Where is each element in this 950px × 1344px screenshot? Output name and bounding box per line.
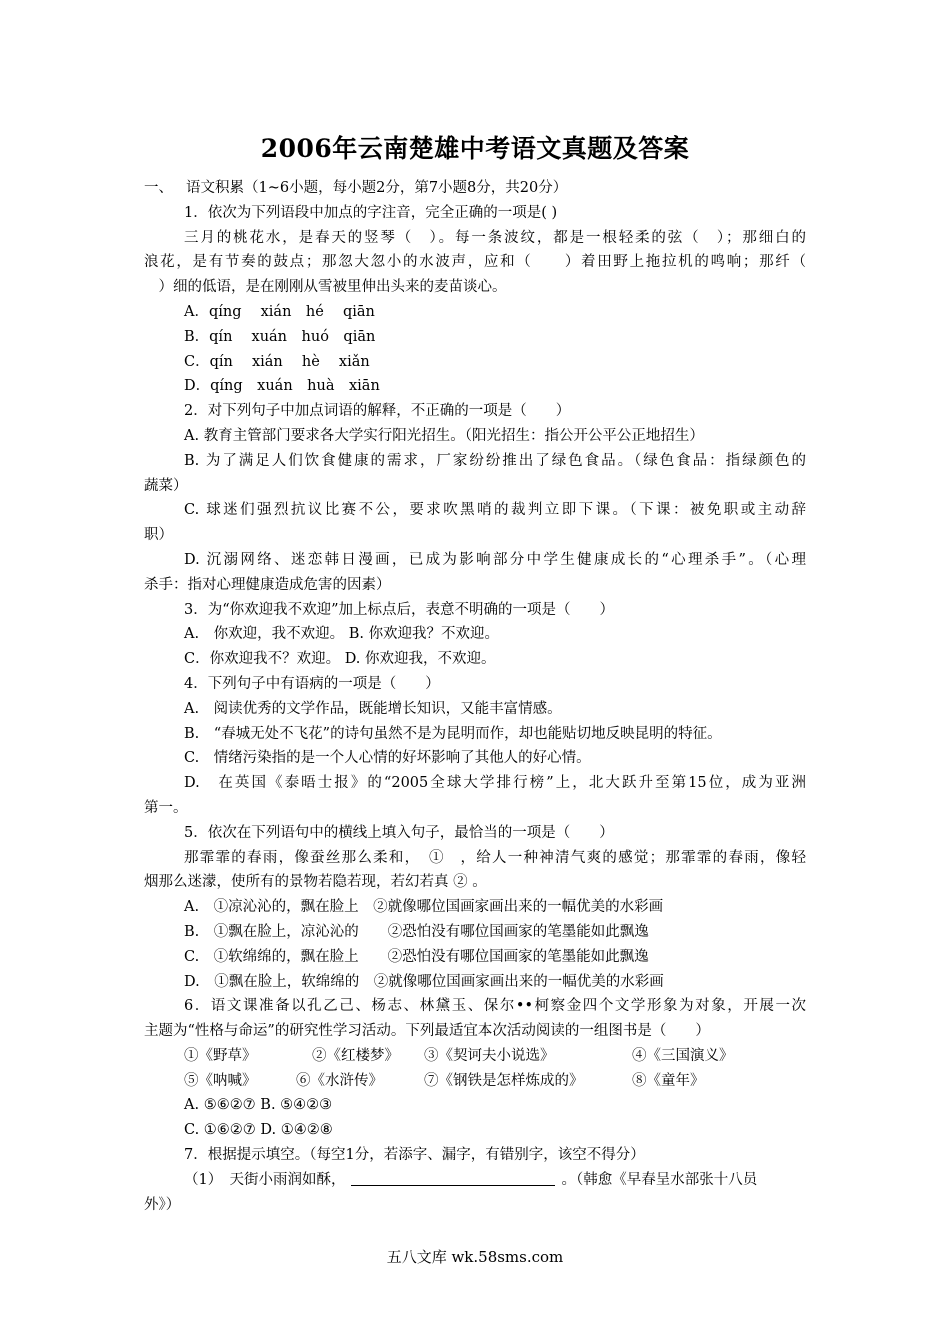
book-item: ④《三国演义》	[632, 1047, 734, 1064]
q1-option-c: C．qín xián hè xiǎn	[184, 353, 370, 370]
q3-options-cd: C．你欢迎我不？欢迎。 D. 你欢迎我，不欢迎。	[184, 651, 496, 668]
q6-books-row	[144, 1044, 806, 1069]
question-3-stem: 3．为“你欢迎我不欢迎”加上标点后，表意不明确的一项是（ ）	[184, 601, 615, 618]
q1-option-d: D．qíng xuán huà xiān	[184, 378, 380, 395]
question-1-stem: 1．依次为下列语段中加点的字注音，完全正确的一项是( )	[184, 204, 558, 221]
q6-options-cd: C. ①⑥②⑦ D. ①④②⑧	[184, 1122, 333, 1139]
question-4-stem: 4．下列句子中有语病的一项是（ ）	[184, 675, 440, 692]
q2-option-c: C. 球迷们强烈抗议比赛不公，要求吹黑哨的裁判立即下课。（下课：被免职或主动辞	[184, 502, 806, 519]
q6-options-ab: A. ⑤⑥②⑦ B. ⑤④②③	[184, 1097, 333, 1114]
document-body	[144, 176, 806, 1217]
q5-option-c: C. ①软绵绵的，飘在脸上 ②恐怕没有哪位国画家的笔墨能如此飘逸	[184, 948, 649, 965]
section-number: 一、	[144, 180, 173, 196]
q2-option-a: A. 教育主管部门要求各大学实行阳光招生。（阳光招生：指公开公平公正地招生）	[184, 427, 704, 444]
book-item: ⑤《呐喊》	[184, 1072, 257, 1089]
q2-option-d-cont: 杀手：指对心理健康造成危害的因素）	[144, 576, 391, 593]
q4-option-c: C. 情绪污染指的是一个人心情的好坏影响了其他人的好心情。	[184, 750, 591, 767]
q5-passage-line: 那霏霏的春雨，像蚕丝那么柔和， ① ，给人一种神清气爽的感觉；那霏霏的春雨，像轻	[184, 849, 806, 866]
q7-item-1-cont: 外》）	[144, 1196, 181, 1213]
q5-passage-line: 烟那么迷濛，使所有的景物若隐若现，若幻若真 ② 。	[144, 874, 487, 891]
question-5-stem: 5．依次在下列语句中的横线上填入句子，最恰当的一项是（ ）	[184, 824, 614, 841]
q7-item-1	[144, 1168, 806, 1193]
q4-option-b: B. “春城无处不飞花”的诗句虽然不是为昆明而作，却也能贴切地反映昆明的特征。	[184, 725, 722, 742]
q2-option-b-cont: 蔬菜）	[144, 477, 188, 494]
q7-item-1-source: 。（韩愈《早春呈水部张十八员	[561, 1171, 758, 1188]
book-item: ②《红楼梦》	[312, 1047, 399, 1064]
q3-options-ab: A. 你欢迎，我不欢迎。 B. 你欢迎我？不欢迎。	[184, 626, 500, 643]
question-2-stem: 2．对下列句子中加点词语的解释，不正确的一项是（ ）	[184, 403, 571, 420]
question-6-stem: 6．语文课准备以孔乙己、杨志、林黛玉、保尔••柯察金四个文学形象为对象，开展一次	[184, 998, 806, 1015]
fill-blank[interactable]	[351, 1171, 555, 1186]
q4-option-d-cont: 第一。	[144, 799, 188, 816]
q6-books-row	[144, 1069, 806, 1094]
book-item: ⑧《童年》	[632, 1072, 705, 1089]
q5-option-d: D. ①飘在脸上，软绵绵的 ②就像哪位国画家画出来的一幅优美的水彩画	[184, 973, 664, 990]
q7-item-1-text: （1） 天街小雨润如酥，	[184, 1171, 346, 1188]
book-item: ①《野草》	[184, 1047, 257, 1064]
q1-passage-line: 三月的桃花水，是春天的竖琴（ ）。每一条波纹，都是一根轻柔的弦（ ）；那细白的	[184, 229, 806, 246]
q4-option-a: A. 阅读优秀的文学作品，既能增长知识，又能丰富情感。	[184, 700, 562, 717]
q1-passage-line: ）细的低语，是在刚刚从雪被里伸出头来的麦苗谈心。	[144, 279, 507, 296]
book-item: ⑥《水浒传》	[296, 1072, 383, 1089]
q4-option-d: D. 在英国《泰晤士报》的“2005全球大学排行榜”上，北大跃升至第15位，成为亚洲	[184, 775, 806, 792]
book-item: ③《契诃夫小说选》	[424, 1047, 555, 1064]
q1-option-a: A．qíng xián hé qiān	[184, 303, 375, 320]
q2-option-c-cont: 职）	[144, 527, 173, 544]
q2-option-b: B. 为了满足人们饮食健康的需求，厂家纷纷推出了绿色食品。（绿色食品：指绿颜色的	[184, 452, 806, 469]
question-7-stem: 7．根据提示填空。（每空1分，若添字、漏字，有错别字，该空不得分）	[184, 1147, 645, 1164]
section-heading	[144, 176, 806, 201]
q5-option-b: B. ①飘在脸上，凉沁沁的 ②恐怕没有哪位国画家的笔墨能如此飘逸	[184, 923, 649, 940]
q2-option-d: D. 沉溺网络、迷恋韩日漫画，已成为影响部分中学生健康成长的“心理杀手”。（心理	[184, 551, 806, 568]
page-title: 2006年云南楚雄中考语文真题及答案	[260, 134, 690, 163]
q5-option-a: A. ①凉沁沁的，飘在脸上 ②就像哪位国画家画出来的一幅优美的水彩画	[184, 899, 664, 916]
q1-passage-line: 浪花，是有节奏的鼓点；那忽大忽小的水波声，应和（ ）着田野上拖拉机的鸣响；那纤（	[144, 254, 806, 271]
question-6-stem-cont: 主题为“性格与命运”的研究性学习活动。下列最适宜本次活动阅读的一组图书是（ ）	[144, 1023, 710, 1040]
book-item: ⑦《钢铁是怎样炼成的》	[424, 1072, 584, 1089]
q1-option-b: B．qín xuán huó qiān	[184, 328, 376, 345]
section-title: 语文积累（1~6小题，每小题2分，第7小题8分，共20分）	[186, 180, 568, 196]
footer-watermark: 五八文库 wk.58sms.com	[386, 1248, 564, 1266]
